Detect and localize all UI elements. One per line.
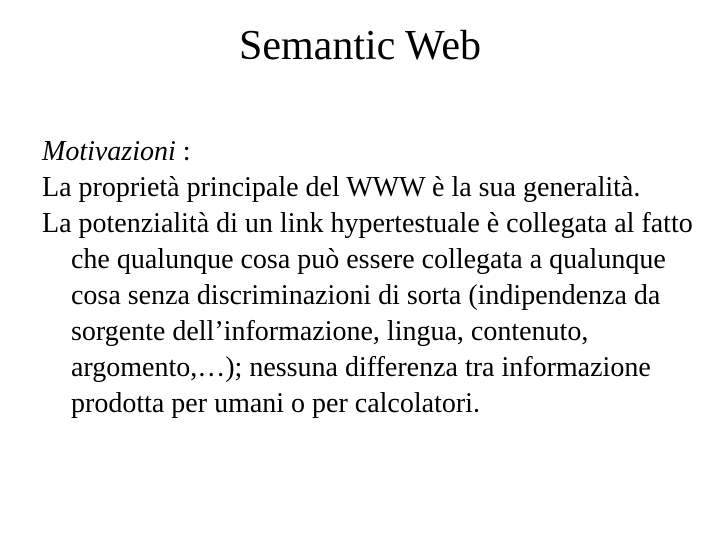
motivation-label: Motivazioni [42,136,176,167]
motivation-heading [42,134,702,170]
motivation-suffix: : [175,136,191,167]
slide-title: Semantic Web [239,23,481,69]
paragraph-www-generality: La proprietà principale del WWW è la sua generalità. [42,172,641,203]
paragraph-hypertext-link: La potenzialità di un link hypertestuale è collegata al fatto che qualunque cosa può essere collegata a qualunque cosa senza discriminazioni di sorta (indipendenza da sorgente dell’informazione, lingua, contenuto, argomento,…); nessuna differenza tra informazione prodotta per umani o per calcolatori. [42,208,693,419]
slide-body [42,134,702,422]
